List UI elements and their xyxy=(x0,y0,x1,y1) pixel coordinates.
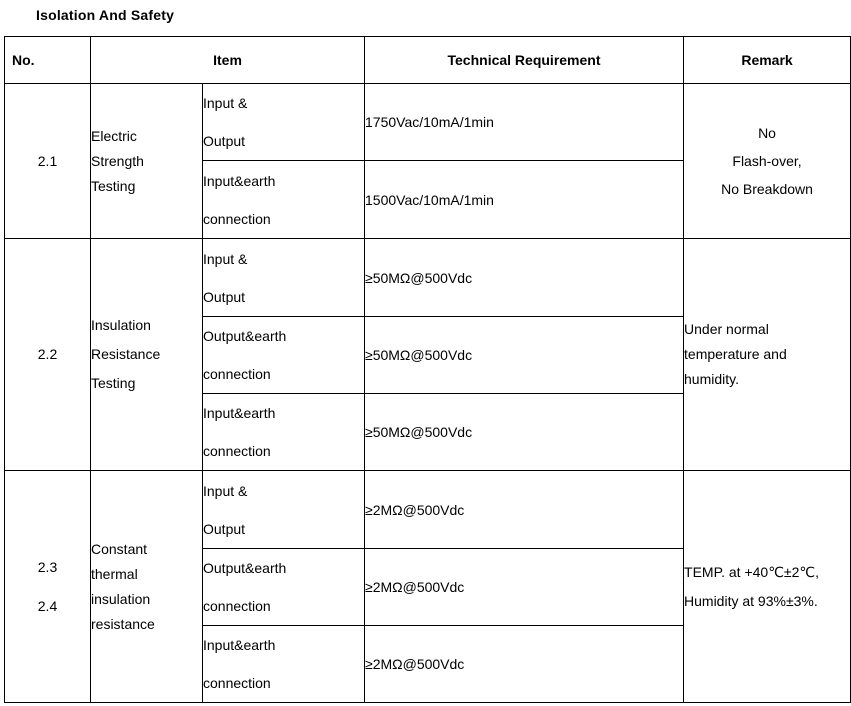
requirement-value: ≥2MΩ@500Vdc xyxy=(365,626,684,703)
sub-item: Output&earth connection xyxy=(203,317,365,394)
table-row xyxy=(5,471,851,549)
item-name: Insulation Resistance Testing xyxy=(91,239,203,471)
row-number: 2.1 xyxy=(5,84,91,239)
requirement-value: ≥2MΩ@500Vdc xyxy=(365,549,684,626)
row-number: 2.2 xyxy=(5,239,91,471)
remark-text: No Flash-over, No Breakdown xyxy=(684,84,851,239)
requirement-value: ≥50MΩ@500Vdc xyxy=(365,317,684,394)
item-name: Electric Strength Testing xyxy=(91,84,203,239)
table-header-row xyxy=(5,37,851,84)
row-number: 2.3 2.4 xyxy=(5,471,91,703)
header-item: Item xyxy=(91,37,365,84)
remark-text: TEMP. at +40℃±2℃, Humidity at 93%±3%. xyxy=(684,471,851,703)
sub-item: Input & Output xyxy=(203,471,365,549)
sub-item: Input & Output xyxy=(203,84,365,161)
header-requirement: Technical Requirement xyxy=(365,37,684,84)
requirement-value: 1750Vac/10mA/1min xyxy=(365,84,684,161)
item-name: Constant thermal insulation resistance xyxy=(91,471,203,703)
remark-text: Under normal temperature and humidity. xyxy=(684,239,851,471)
section-title: Isolation And Safety xyxy=(36,7,175,23)
sub-item: Input&earth connection xyxy=(203,161,365,239)
table-row xyxy=(5,84,851,161)
header-no: No. xyxy=(5,37,91,84)
header-remark: Remark xyxy=(684,37,851,84)
sub-item: Output&earth connection xyxy=(203,549,365,626)
sub-item: Input&earth connection xyxy=(203,394,365,471)
requirement-value: ≥2MΩ@500Vdc xyxy=(365,471,684,549)
isolation-safety-table xyxy=(4,36,851,703)
requirement-value: ≥50MΩ@500Vdc xyxy=(365,394,684,471)
requirement-value: 1500Vac/10mA/1min xyxy=(365,161,684,239)
requirement-value: ≥50MΩ@500Vdc xyxy=(365,239,684,317)
table-row xyxy=(5,239,851,317)
sub-item: Input&earth connection xyxy=(203,626,365,703)
sub-item: Input & Output xyxy=(203,239,365,317)
